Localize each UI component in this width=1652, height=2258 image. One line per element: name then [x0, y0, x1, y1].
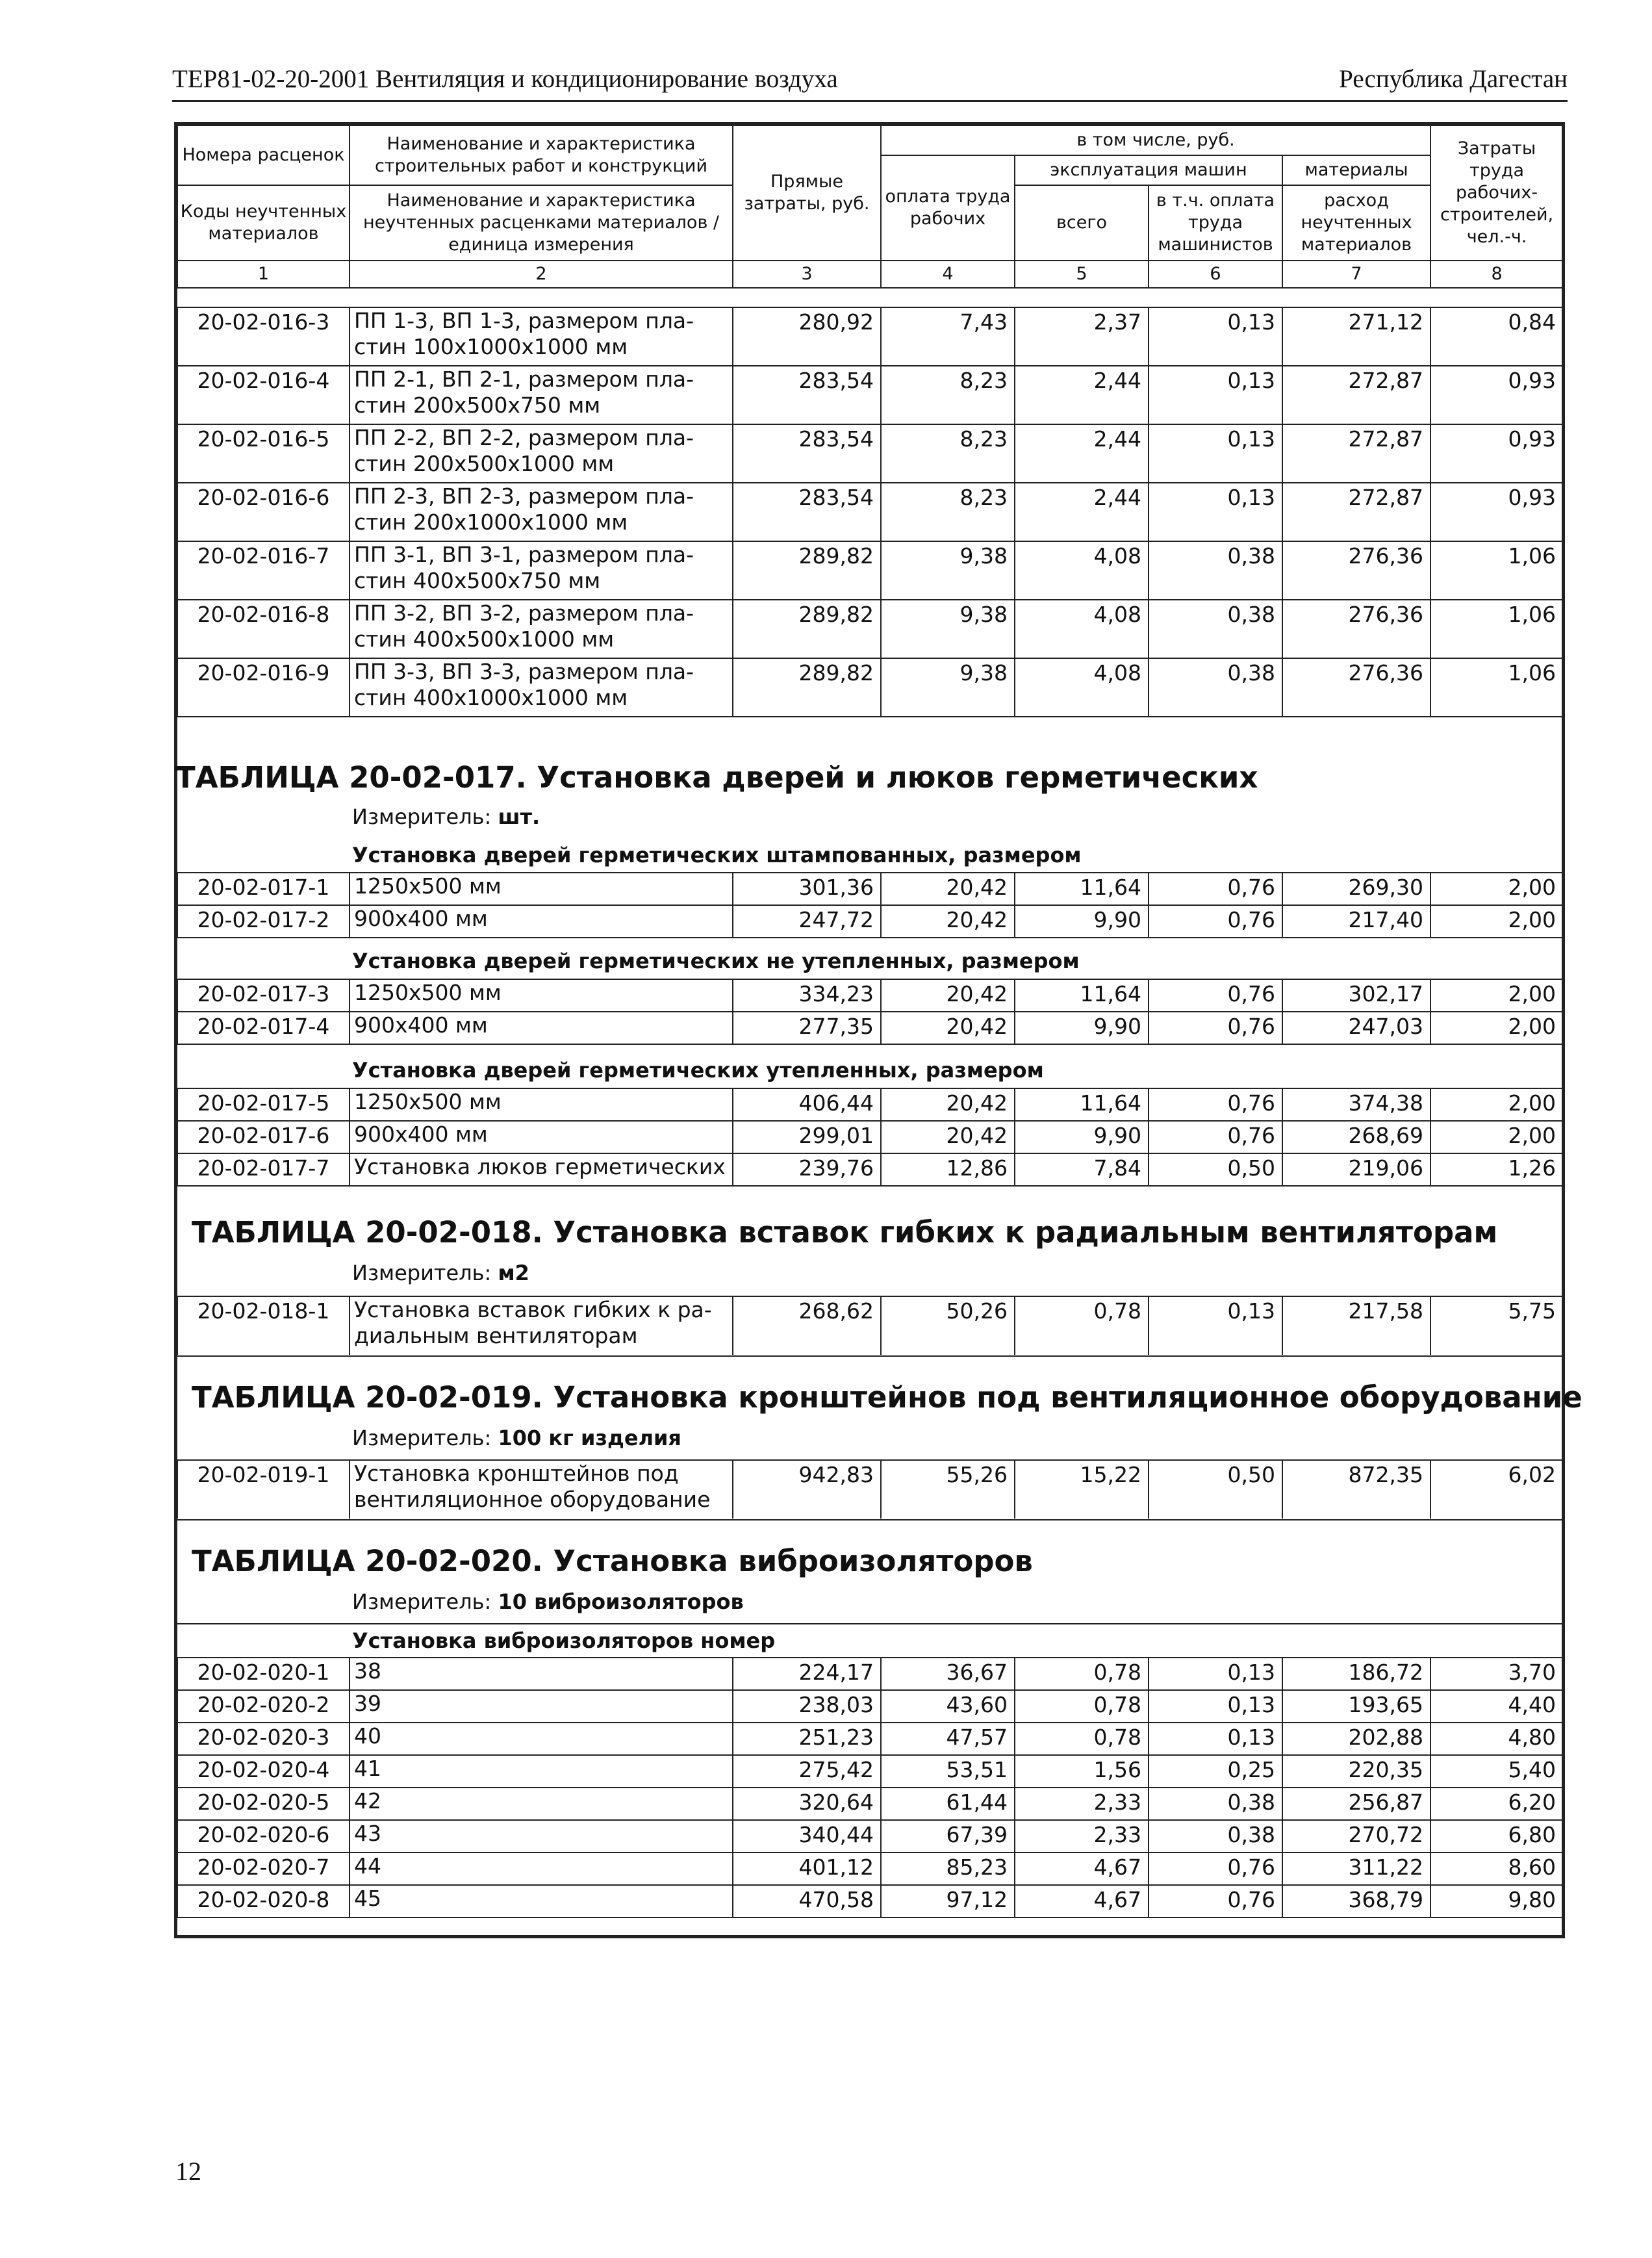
rate-code: 20-02-020-2	[177, 1690, 349, 1723]
labor-hours: 8,60	[1430, 1853, 1563, 1885]
table-017-group-2	[177, 979, 1564, 1045]
labor-hours: 0,93	[1430, 424, 1563, 483]
rate-code: 20-02-017-5	[177, 1088, 349, 1121]
labor-hours: 2,00	[1430, 1088, 1563, 1121]
work-name-line: стин 400x500x750 мм	[354, 568, 601, 593]
direct-cost: 283,54	[733, 483, 881, 541]
materials-cost: 220,35	[1282, 1755, 1430, 1788]
table-row	[177, 1153, 1563, 1186]
table-row	[177, 424, 1563, 483]
materials-cost: 193,65	[1282, 1690, 1430, 1723]
labor-cost: 55,26	[881, 1460, 1015, 1519]
machine-cost: 4,67	[1015, 1853, 1149, 1885]
table-row	[177, 1690, 1563, 1723]
table-row	[177, 979, 1563, 1012]
rate-code: 20-02-016-8	[177, 600, 349, 658]
labor-cost: 61,44	[881, 1788, 1015, 1820]
machine-cost: 7,84	[1015, 1153, 1149, 1186]
work-name: 44	[349, 1853, 733, 1885]
labor-cost: 53,51	[881, 1755, 1015, 1788]
machinist-labor-cost: 0,76	[1149, 1853, 1282, 1885]
labor-hours: 2,00	[1430, 873, 1563, 905]
materials-cost: 374,38	[1282, 1088, 1430, 1121]
work-name: 1250x500 мм	[349, 979, 733, 1012]
direct-cost: 283,54	[733, 366, 881, 424]
direct-cost: 401,12	[733, 1853, 881, 1885]
work-name: 900x400 мм	[349, 1121, 733, 1153]
machinist-labor-cost: 0,76	[1149, 1885, 1282, 1918]
table-019-title: ТАБЛИЦА 20-02-019. Установка кронштейнов под вентиляционное оборудование	[192, 1380, 1582, 1415]
col7-header: расход неучтенных материалов	[1282, 185, 1430, 261]
col6-header: в т.ч. оплата труда машинистов	[1149, 185, 1282, 261]
rate-code: 20-02-019-1	[177, 1460, 349, 1519]
direct-cost: 247,72	[733, 905, 881, 938]
work-name	[349, 1296, 733, 1355]
col-number: 8	[1430, 261, 1563, 288]
direct-cost: 320,64	[733, 1788, 881, 1820]
machine-cost: 2,33	[1015, 1820, 1149, 1853]
machine-cost: 11,64	[1015, 1088, 1149, 1121]
work-name: 40	[349, 1723, 733, 1755]
machine-cost: 2,37	[1015, 307, 1149, 366]
table-row	[177, 873, 1563, 905]
rate-code: 20-02-017-3	[177, 979, 349, 1012]
labor-cost: 20,42	[881, 979, 1015, 1012]
machine-cost: 15,22	[1015, 1460, 1149, 1519]
labor-cost: 9,38	[881, 658, 1015, 717]
direct-cost: 268,62	[733, 1296, 881, 1355]
labor-cost: 43,60	[881, 1690, 1015, 1723]
table-row	[177, 1755, 1563, 1788]
including-header: в том числе, руб.	[881, 125, 1430, 155]
materials-cost: 186,72	[1282, 1658, 1430, 1690]
labor-cost: 8,23	[881, 366, 1015, 424]
rate-code: 20-02-020-1	[177, 1658, 349, 1690]
work-name	[349, 424, 733, 483]
work-name-line: стин 400x500x1000 мм	[354, 626, 615, 652]
direct-cost: 251,23	[733, 1723, 881, 1755]
direct-cost: 280,92	[733, 307, 881, 366]
direct-cost: 299,01	[733, 1121, 881, 1153]
table-row	[177, 1658, 1563, 1690]
divider	[177, 1355, 1562, 1357]
machine-cost: 0,78	[1015, 1690, 1149, 1723]
table-row	[177, 1885, 1563, 1918]
direct-cost: 275,42	[733, 1755, 881, 1788]
work-name: 900x400 мм	[349, 1012, 733, 1044]
table-017-subheading-2: Установка дверей герметических не утепленных, размером	[352, 949, 1080, 973]
work-name-line: ПП 2-2, ВП 2-2, размером пла-	[354, 425, 694, 450]
labor-hours: 6,80	[1430, 1820, 1563, 1853]
machinist-labor-cost: 0,50	[1149, 1153, 1282, 1186]
machinist-labor-cost: 0,76	[1149, 1012, 1282, 1044]
materials-cost: 302,17	[1282, 979, 1430, 1012]
divider	[177, 1623, 1562, 1624]
col2-subheader: Наименование и характеристика неучтенных расценками материалов / единица измерения	[349, 185, 733, 261]
labor-cost: 8,23	[881, 424, 1015, 483]
table-020-subheading: Установка виброизоляторов номер	[352, 1628, 776, 1653]
machine-cost: 1,56	[1015, 1755, 1149, 1788]
materials-cost: 269,30	[1282, 873, 1430, 905]
col-number: 4	[881, 261, 1015, 288]
labor-cost: 9,38	[881, 600, 1015, 658]
table-row	[177, 1820, 1563, 1853]
machinist-labor-cost: 0,76	[1149, 1088, 1282, 1121]
labor-hours: 1,26	[1430, 1153, 1563, 1186]
rate-code: 20-02-020-8	[177, 1885, 349, 1918]
work-name-line: ПП 3-1, ВП 3-1, размером пла-	[354, 542, 694, 567]
table-row	[177, 307, 1563, 366]
labor-hours: 2,00	[1430, 1012, 1563, 1044]
labor-hours: 4,80	[1430, 1723, 1563, 1755]
materials-cost: 311,22	[1282, 1853, 1430, 1885]
materials-cost: 219,06	[1282, 1153, 1430, 1186]
document-title: ТЕР81-02-20-2001 Вентиляция и кондиционирование воздуха	[172, 65, 838, 93]
table-017-group-3	[177, 1088, 1564, 1187]
direct-cost: 238,03	[733, 1690, 881, 1723]
labor-cost: 20,42	[881, 1012, 1015, 1044]
table-019-measure	[352, 1426, 681, 1450]
work-name: 39	[349, 1690, 733, 1723]
labor-hours: 2,00	[1430, 905, 1563, 938]
page-number: 12	[175, 2157, 201, 2186]
machine-cost: 9,90	[1015, 905, 1149, 938]
work-name-line: ПП 1-3, ВП 1-3, размером пла-	[354, 308, 694, 333]
materials-cost: 276,36	[1282, 658, 1430, 717]
work-name-line: ПП 3-2, ВП 3-2, размером пла-	[354, 600, 694, 626]
work-name: 1250x500 мм	[349, 1088, 733, 1121]
work-name-line: вентиляционное оборудование	[354, 1487, 711, 1512]
col1-subheader: Коды неучтенных материалов	[177, 185, 349, 261]
col-number: 6	[1149, 261, 1282, 288]
labor-hours: 2,00	[1430, 979, 1563, 1012]
rate-code: 20-02-017-6	[177, 1121, 349, 1153]
work-name: 900x400 мм	[349, 905, 733, 938]
machine-cost: 0,78	[1015, 1723, 1149, 1755]
materials-header: материалы	[1282, 155, 1430, 185]
machinist-labor-cost: 0,76	[1149, 873, 1282, 905]
work-name	[349, 541, 733, 600]
labor-hours: 5,40	[1430, 1755, 1563, 1788]
rate-code: 20-02-016-9	[177, 658, 349, 717]
table-row	[177, 483, 1563, 541]
work-name: 41	[349, 1755, 733, 1788]
table-020-measure	[352, 1589, 744, 1614]
measure-value: 100 кг изделия	[498, 1426, 681, 1450]
table-row	[177, 1853, 1563, 1885]
rate-code: 20-02-020-7	[177, 1853, 349, 1885]
table-020-rows	[177, 1657, 1564, 1918]
machine-cost: 11,64	[1015, 979, 1149, 1012]
labor-hours: 0,84	[1430, 307, 1563, 366]
table-018-title: ТАБЛИЦА 20-02-018. Установка вставок гибких к радиальным вентиляторам	[192, 1215, 1498, 1250]
machinist-labor-cost: 0,76	[1149, 1121, 1282, 1153]
running-header	[172, 62, 1568, 102]
labor-cost: 85,23	[881, 1853, 1015, 1885]
machinist-labor-cost: 0,38	[1149, 1788, 1282, 1820]
direct-cost: 340,44	[733, 1820, 881, 1853]
work-name-line: стин 200x500x750 мм	[354, 392, 601, 418]
machine-cost: 9,90	[1015, 1121, 1149, 1153]
measure-label: Измеритель:	[352, 804, 492, 829]
table-row	[177, 600, 1563, 658]
column-header	[177, 125, 1564, 289]
materials-cost: 247,03	[1282, 1012, 1430, 1044]
col-number: 5	[1015, 261, 1149, 288]
materials-cost: 271,12	[1282, 307, 1430, 366]
direct-cost: 942,83	[733, 1460, 881, 1519]
col1-header: Номера расценок	[177, 125, 349, 185]
measure-value: 10 виброизоляторов	[498, 1589, 744, 1614]
rate-code: 20-02-016-5	[177, 424, 349, 483]
col4-header: оплата труда рабочих	[881, 155, 1015, 261]
work-name: 43	[349, 1820, 733, 1853]
rate-code: 20-02-016-7	[177, 541, 349, 600]
work-name-line: Установка кронштейнов под	[354, 1461, 679, 1486]
labor-cost: 12,86	[881, 1153, 1015, 1186]
direct-cost: 289,82	[733, 541, 881, 600]
table-017-group-1	[177, 872, 1564, 938]
labor-hours: 0,93	[1430, 366, 1563, 424]
direct-cost: 277,35	[733, 1012, 881, 1044]
direct-cost: 289,82	[733, 658, 881, 717]
labor-hours: 1,06	[1430, 658, 1563, 717]
rate-code: 20-02-020-6	[177, 1820, 349, 1853]
work-name-line: Установка вставок гибких к ра-	[354, 1297, 712, 1322]
work-name-line: диальным вентиляторам	[354, 1323, 638, 1348]
machine-cost: 11,64	[1015, 873, 1149, 905]
rate-code: 20-02-017-4	[177, 1012, 349, 1044]
work-name: Установка люков герметических	[349, 1153, 733, 1186]
machinist-labor-cost: 0,38	[1149, 541, 1282, 600]
rate-code: 20-02-016-6	[177, 483, 349, 541]
materials-cost: 272,87	[1282, 366, 1430, 424]
machine-cost: 0,78	[1015, 1296, 1149, 1355]
work-name	[349, 600, 733, 658]
work-name: 42	[349, 1788, 733, 1820]
machinist-labor-cost: 0,38	[1149, 1820, 1282, 1853]
table-017-subheading-1: Установка дверей герметических штампованных, размером	[352, 843, 1082, 867]
labor-hours: 6,02	[1430, 1460, 1563, 1519]
table-row	[177, 1296, 1563, 1355]
work-name-line: стин 400x1000x1000 мм	[354, 685, 628, 710]
table-row	[177, 541, 1563, 600]
col-number: 3	[733, 261, 881, 288]
materials-cost: 276,36	[1282, 600, 1430, 658]
machinist-labor-cost: 0,76	[1149, 979, 1282, 1012]
machinist-labor-cost: 0,25	[1149, 1755, 1282, 1788]
divider	[177, 1519, 1562, 1520]
work-name	[349, 366, 733, 424]
machinist-labor-cost: 0,13	[1149, 307, 1282, 366]
materials-cost: 368,79	[1282, 1885, 1430, 1918]
work-name-line: стин 100x1000x1000 мм	[354, 334, 628, 359]
labor-cost: 20,42	[881, 1121, 1015, 1153]
rate-code: 20-02-020-4	[177, 1755, 349, 1788]
machine-cost: 0,78	[1015, 1658, 1149, 1690]
table-row	[177, 1012, 1563, 1044]
labor-cost: 20,42	[881, 1088, 1015, 1121]
machine-cost: 4,08	[1015, 541, 1149, 600]
machinist-labor-cost: 0,38	[1149, 600, 1282, 658]
table-017-title: ТАБЛИЦА 20-02-017. Установка дверей и люков герметических	[175, 760, 1258, 795]
measure-label: Измеритель:	[352, 1261, 492, 1285]
work-name-line: стин 200x1000x1000 мм	[354, 509, 628, 535]
table-017-subheading-3: Установка дверей герметических утепленных, размером	[352, 1058, 1044, 1083]
machinist-labor-cost: 0,76	[1149, 905, 1282, 938]
measure-label: Измеритель:	[352, 1426, 492, 1450]
table-row	[177, 905, 1563, 938]
machine-cost: 2,33	[1015, 1788, 1149, 1820]
machinist-labor-cost: 0,13	[1149, 1658, 1282, 1690]
col8-header: Затраты труда рабочих-строителей, чел.-ч.	[1430, 125, 1563, 261]
labor-cost: 50,26	[881, 1296, 1015, 1355]
direct-cost: 301,36	[733, 873, 881, 905]
table-row	[177, 366, 1563, 424]
machines-header: эксплуатация машин	[1015, 155, 1282, 185]
col2-header: Наименование и характеристика строительных работ и конструкций	[349, 125, 733, 185]
machinist-labor-cost: 0,13	[1149, 424, 1282, 483]
work-name	[349, 483, 733, 541]
col3-header: Прямые затраты, руб.	[733, 125, 881, 261]
table-017-measure	[352, 804, 540, 829]
machine-cost: 2,44	[1015, 424, 1149, 483]
direct-cost: 289,82	[733, 600, 881, 658]
machinist-labor-cost: 0,13	[1149, 366, 1282, 424]
work-name-line: ПП 3-3, ВП 3-3, размером пла-	[354, 659, 694, 684]
machine-cost: 2,44	[1015, 366, 1149, 424]
rate-code: 20-02-017-2	[177, 905, 349, 938]
labor-cost: 36,67	[881, 1658, 1015, 1690]
table-row	[177, 1460, 1563, 1519]
work-name-line: стин 200x500x1000 мм	[354, 451, 615, 476]
work-name	[349, 307, 733, 366]
rate-code: 20-02-020-3	[177, 1723, 349, 1755]
work-name	[349, 1460, 733, 1519]
table-020-title: ТАБЛИЦА 20-02-020. Установка виброизоляторов	[192, 1544, 1033, 1578]
machine-cost: 2,44	[1015, 483, 1149, 541]
table-row	[177, 1788, 1563, 1820]
table-row	[177, 658, 1563, 717]
labor-hours: 1,06	[1430, 600, 1563, 658]
materials-cost: 276,36	[1282, 541, 1430, 600]
labor-cost: 8,23	[881, 483, 1015, 541]
machinist-labor-cost: 0,13	[1149, 1690, 1282, 1723]
rate-code: 20-02-017-7	[177, 1153, 349, 1186]
labor-cost: 9,38	[881, 541, 1015, 600]
table-row	[177, 1723, 1563, 1755]
labor-cost: 67,39	[881, 1820, 1015, 1853]
direct-cost: 470,58	[733, 1885, 881, 1918]
rate-code: 20-02-018-1	[177, 1296, 349, 1355]
machinist-labor-cost: 0,13	[1149, 483, 1282, 541]
work-name	[349, 658, 733, 717]
direct-cost: 283,54	[733, 424, 881, 483]
work-name-line: ПП 2-3, ВП 2-3, размером пла-	[354, 483, 694, 509]
materials-cost: 256,87	[1282, 1788, 1430, 1820]
work-name: 45	[349, 1885, 733, 1918]
materials-cost: 268,69	[1282, 1121, 1430, 1153]
labor-hours: 1,06	[1430, 541, 1563, 600]
labor-cost: 20,42	[881, 905, 1015, 938]
materials-cost: 272,87	[1282, 483, 1430, 541]
direct-cost: 239,76	[733, 1153, 881, 1186]
direct-cost: 406,44	[733, 1088, 881, 1121]
machinist-labor-cost: 0,50	[1149, 1460, 1282, 1519]
col5-header: всего	[1015, 185, 1149, 261]
materials-cost: 872,35	[1282, 1460, 1430, 1519]
rate-code: 20-02-016-3	[177, 307, 349, 366]
direct-cost: 334,23	[733, 979, 881, 1012]
materials-cost: 217,40	[1282, 905, 1430, 938]
region-name: Республика Дагестан	[1339, 65, 1568, 93]
machine-cost: 4,08	[1015, 658, 1149, 717]
labor-hours: 2,00	[1430, 1121, 1563, 1153]
machine-cost: 4,67	[1015, 1885, 1149, 1918]
work-name: 1250x500 мм	[349, 873, 733, 905]
labor-cost: 47,57	[881, 1723, 1015, 1755]
materials-cost: 272,87	[1282, 424, 1430, 483]
labor-hours: 0,93	[1430, 483, 1563, 541]
work-name: 38	[349, 1658, 733, 1690]
labor-cost: 20,42	[881, 873, 1015, 905]
col-number: 2	[349, 261, 733, 288]
labor-hours: 9,80	[1430, 1885, 1563, 1918]
labor-hours: 3,70	[1430, 1658, 1563, 1690]
table-018-measure	[352, 1261, 529, 1285]
labor-cost: 97,12	[881, 1885, 1015, 1918]
machinist-labor-cost: 0,13	[1149, 1723, 1282, 1755]
table-018-rows	[177, 1296, 1564, 1355]
materials-cost: 202,88	[1282, 1723, 1430, 1755]
machinist-labor-cost: 0,13	[1149, 1296, 1282, 1355]
measure-label: Измеритель:	[352, 1589, 492, 1614]
rate-code: 20-02-016-4	[177, 366, 349, 424]
table-016-rows	[177, 307, 1564, 717]
table-019-rows	[177, 1459, 1564, 1519]
materials-cost: 270,72	[1282, 1820, 1430, 1853]
materials-cost: 217,58	[1282, 1296, 1430, 1355]
col-number: 1	[177, 261, 349, 288]
machinist-labor-cost: 0,38	[1149, 658, 1282, 717]
rate-code: 20-02-017-1	[177, 873, 349, 905]
labor-hours: 5,75	[1430, 1296, 1563, 1355]
direct-cost: 224,17	[733, 1658, 881, 1690]
measure-value: шт.	[498, 804, 540, 829]
machine-cost: 9,90	[1015, 1012, 1149, 1044]
table-row	[177, 1121, 1563, 1153]
table-row	[177, 1088, 1563, 1121]
labor-hours: 6,20	[1430, 1788, 1563, 1820]
col-number: 7	[1282, 261, 1430, 288]
labor-cost: 7,43	[881, 307, 1015, 366]
measure-value: м2	[498, 1261, 529, 1285]
machine-cost: 4,08	[1015, 600, 1149, 658]
work-name-line: ПП 2-1, ВП 2-1, размером пла-	[354, 366, 694, 392]
rate-code: 20-02-020-5	[177, 1788, 349, 1820]
labor-hours: 4,40	[1430, 1690, 1563, 1723]
